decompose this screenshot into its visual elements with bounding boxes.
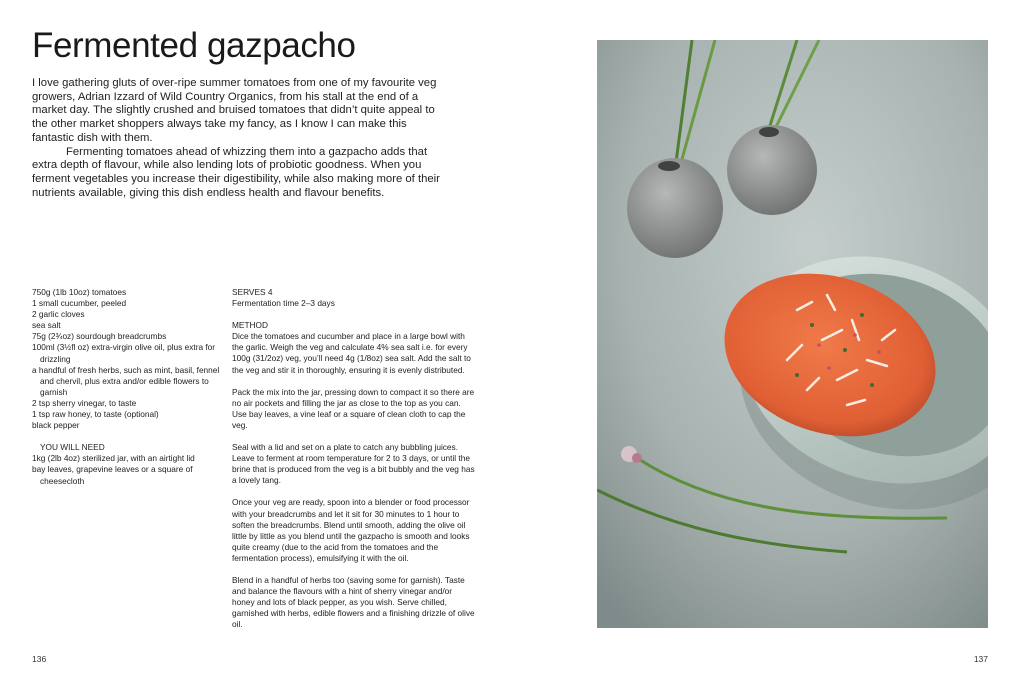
you-will-need-heading: YOU WILL NEED: [40, 442, 105, 453]
intro-paragraph-1: I love gathering gluts of over-ripe summer tomatoes from one of my favourite veg growers, Adrian Izzard of Wild Country Organics, from his stall at the end of a market day. The slightly crushed and bruised tomatoes that didn’t quite appeal to the other market shoppers always take my fancy, as I know I can make this fantastic dish with them.: [32, 77, 437, 144]
method-step: Pack the mix into the jar, pressing down to compact it so there are no air pockets and filling the jar as close to the top as you can. Use bay leaves, a vine leaf or a square of clean cloth to cap the veg.: [232, 386, 475, 430]
ingredient-item: 750g (1lb 10oz) tomatoes: [32, 287, 127, 297]
method-step: Seal with a lid and set on a plate to catch any bubbling juices. Leave to ferment at room temperature for 2 to 3 days, or until the brine that is produced from the veg is a bit bubbly and the veg has a lovely tang.: [232, 442, 475, 486]
method-heading: METHOD: [232, 320, 268, 331]
recipe-title: Fermented gazpacho: [32, 26, 356, 65]
method-column: [232, 287, 476, 641]
gazpacho-photo-illustration: [597, 40, 988, 628]
method-step: Blend in a handful of herbs too (saving some for garnish). Taste and balance the flavours with a hint of sherry vinegar and/or honey and lots of black pepper, as you wish. Serve chilled, garnished with herbs, edible flowers and a finishing drizzle of olive oil.: [232, 574, 475, 630]
equipment-item: bay leaves, grapevine leaves or a square of cheesecloth: [32, 464, 193, 486]
vase-icon: [627, 158, 723, 258]
method-step: Dice the tomatoes and cucumber and place in a large bowl with the garlic. Weigh the veg and calculate 4% sea salt i.e. for every 100g (31/2oz) veg, you’ll need 4g (1/8oz) sea salt. Add the salt to the veg and stir it in thoroughly, ensuring it is evenly distributed.: [232, 331, 471, 375]
ingredient-item: 2 tsp sherry vinegar, to taste: [32, 397, 137, 408]
ingredient-item: 100ml (3½fl oz) extra-virgin olive oil, plus extra for drizzling: [32, 342, 216, 364]
ingredient-item: 2 garlic cloves: [32, 309, 85, 320]
vase-icon: [727, 125, 817, 215]
ingredient-item: 1 small cucumber, peeled: [32, 298, 127, 309]
intro-paragraph-2: Fermenting tomatoes ahead of whizzing them into a gazpacho adds that extra depth of flavour, while also lending lots of probiotic goodness. When you ferment vegetables you increase their digestibility, while also making more of their nutrients available, giving this dish endless health and flavour benefits.: [32, 145, 440, 199]
method-step: Once your veg are ready, spoon into a blender or food processor with your breadcrumbs and let it sit for 30 minutes to 1 hour to soften the breadcrumbs. Blend until smooth, adding the olive oil little by little as you blend until the gazpacho is smooth and looks quite creamy (due to the acid from the tomatoes and the fermentation process), emulsifying it with the oil.: [232, 497, 470, 563]
serves-label: SERVES 4: [232, 287, 273, 297]
ingredient-item: 1 tsp raw honey, to taste (optional): [32, 409, 159, 420]
intro-text: [32, 77, 447, 200]
equipment-item: 1kg (2lb 4oz) sterilized jar, with an airtight lid: [32, 453, 195, 464]
ingredient-item: a handful of fresh herbs, such as mint, basil, fennel and chervil, plus extra and/or edible flowers to garnish: [32, 364, 220, 397]
right-page: [510, 0, 1020, 683]
ingredient-item: 75g (2¾oz) sourdough breadcrumbs: [32, 331, 167, 342]
gazpacho-photo: [597, 40, 988, 628]
fermentation-time: Fermentation time 2–3 days: [232, 298, 335, 309]
ingredients-list: [32, 287, 222, 487]
page-number-right: 137: [973, 654, 988, 664]
ingredient-item: black pepper: [32, 420, 80, 431]
page-number-left: 136: [32, 654, 47, 664]
ingredient-item: sea salt: [32, 320, 61, 331]
